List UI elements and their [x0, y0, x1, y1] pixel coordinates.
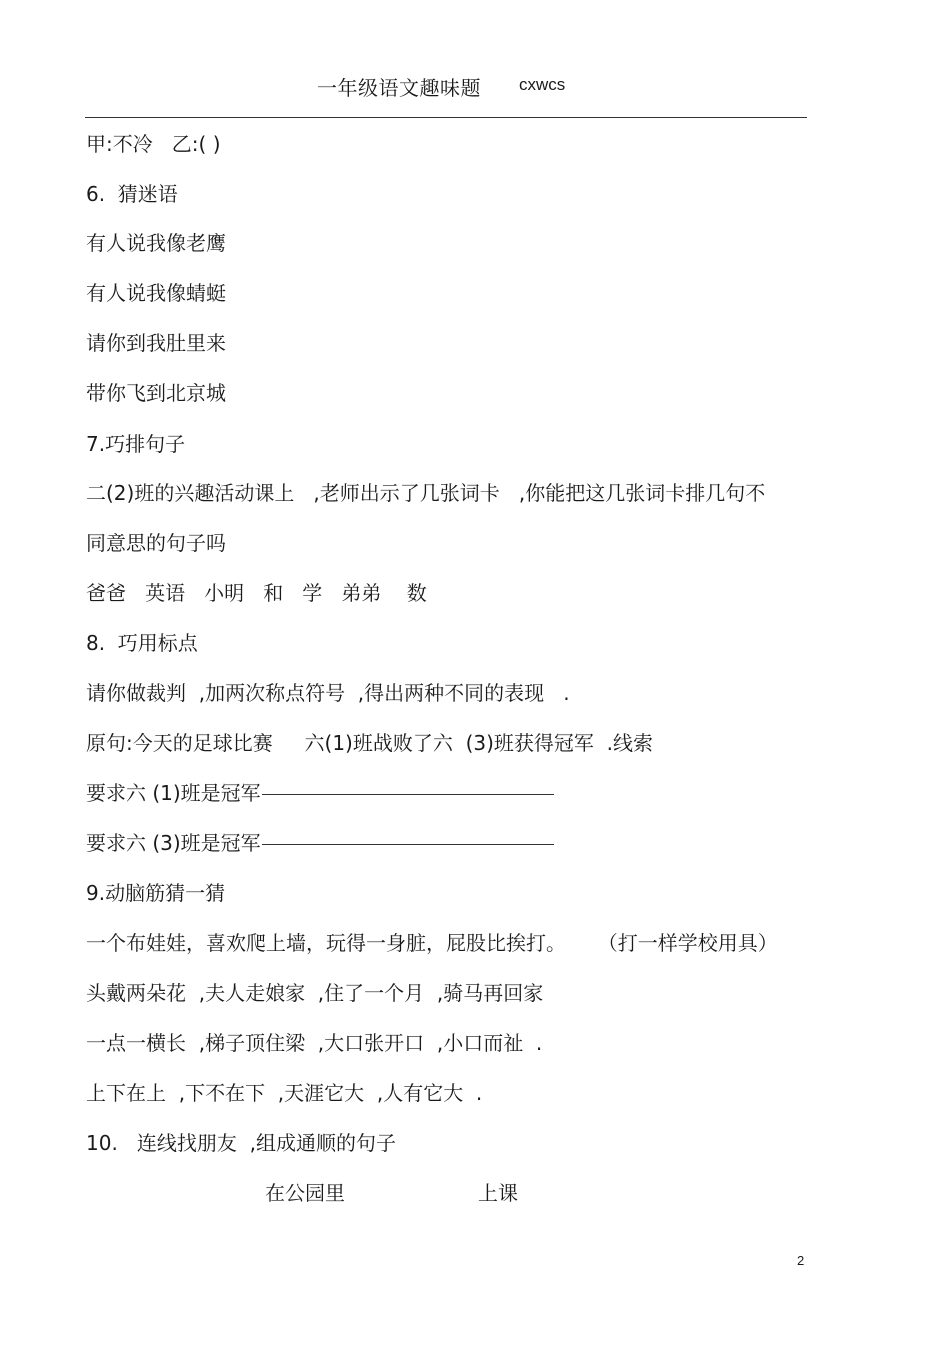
section-heading-6: 6. 猜迷语 — [86, 182, 178, 206]
section-heading-8: 8. 巧用标点 — [86, 631, 198, 655]
header-divider — [85, 117, 807, 118]
match-left-item: 在公园里 — [265, 1181, 345, 1205]
document-title: 一年级语文趣味题 — [317, 76, 481, 100]
instruction-text: 二(2)班的兴趣活动课上 ,老师出示了几张词卡 ,你能把这几张词卡排几句不 — [86, 481, 766, 505]
riddle-line: 上下在上 ,下不在下 ,天涯它大 ,人有它大 . — [86, 1081, 483, 1105]
answer-blank[interactable] — [262, 844, 554, 845]
match-right-item: 上课 — [478, 1181, 518, 1205]
original-sentence: 原句:今天的足球比赛 六(1)班战败了六 (3)班获得冠军 .线索 — [86, 731, 653, 755]
requirement-line — [86, 829, 554, 857]
word-cards: 爸爸 英语 小明 和 学 弟弟 数 — [86, 581, 427, 605]
page-number: 2 — [797, 1253, 805, 1268]
page-header — [0, 68, 950, 102]
requirement-label: 要求六 (3)班是冠军 — [86, 831, 261, 855]
riddle-line: 头戴两朵花 ,夫人走娘家 ,住了一个月 ,骑马再回家 — [86, 981, 544, 1005]
document-code: cxwcs — [519, 75, 566, 94]
section-heading-10: 10. 连线找朋友 ,组成通顺的句子 — [86, 1131, 396, 1155]
section-heading-9: 9.动脑筋猜一猜 — [86, 881, 226, 905]
answer-line-jia-yi: 甲:不冷 乙:( ) — [86, 132, 221, 156]
riddle-line: 有人说我像蜻蜓 — [86, 281, 226, 305]
requirement-line — [86, 779, 554, 807]
instruction-text: 同意思的句子吗 — [86, 531, 226, 555]
section-heading-7: 7.巧排句子 — [86, 432, 186, 456]
riddle-line: 请你到我肚里来 — [86, 331, 226, 355]
answer-blank[interactable] — [262, 794, 554, 795]
requirement-label: 要求六 (1)班是冠军 — [86, 781, 261, 805]
instruction-text: 请你做裁判 ,加两次称点符号 ,得出两种不同的表现 . — [86, 681, 570, 705]
riddle-line: 一点一横长 ,梯子顶住梁 ,大口张开口 ,小口而祉 . — [86, 1031, 543, 1055]
riddle-line: 有人说我像老鹰 — [86, 231, 226, 255]
riddle-line: 一个布娃娃，喜欢爬上墙，玩得一身脏，屁股比挨打。 （打一样学校用具） — [86, 931, 778, 955]
riddle-line: 带你飞到北京城 — [86, 381, 226, 405]
